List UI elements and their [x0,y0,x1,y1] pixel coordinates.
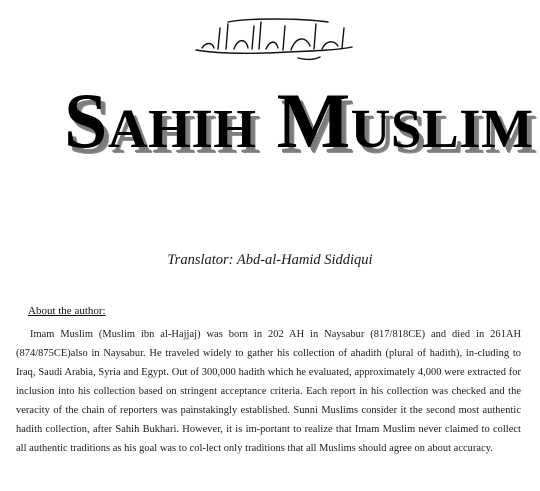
about-author-text: Imam Muslim (Muslim ibn al-Hajjaj) was born in 202 AH in Naysabur (817/818CE) and died in 261AH (874/875CE)also in Naysabur. He traveled widely to gather his collection of ahadith (plural of hadith), in-cluding to Iraq, Saudi Arabia, Syria and Egypt. Out of 300,000 hadith which he evaluated, approximately 4,000 were extracted for inclusion into his collection based on stringent acceptance criteria. Each report in his collection was checked and the veracity of the chain of reporters was painstakingly established. Sunni Muslims consider it the second most authentic hadith collection, after Sahih Bukhari. However, it is im-portant to realize that Imam Muslim never claimed to collect all authentic traditions as his goal was to col-lect only traditions that all Muslims should agree on about accuracy. [16,329,521,454]
title-block [0,77,540,182]
translator-line: Translator: Abd-al-Hamid Siddiqui [167,252,373,268]
bismillah-calligraphy-drawing [188,14,358,64]
about-author-paragraph [16,325,521,458]
page-title: Sahih Muslim [64,77,534,164]
bismillah-calligraphy [188,14,358,64]
about-author-heading: About the author: [28,305,106,317]
